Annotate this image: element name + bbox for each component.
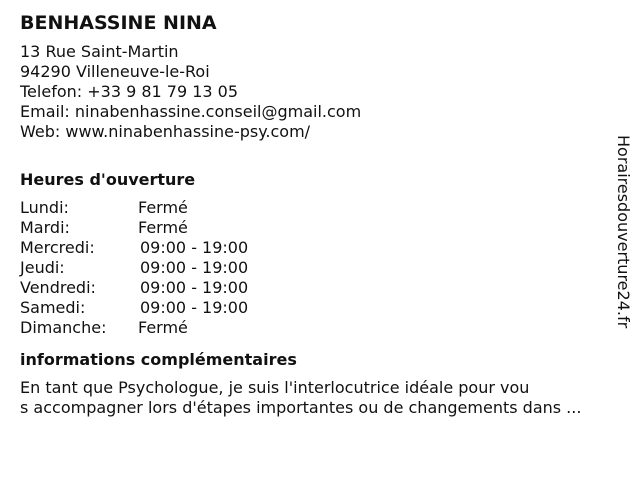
day-label: Jeudi: bbox=[20, 258, 65, 277]
website-text: Web: www.ninabenhassine-psy.com/ bbox=[20, 122, 311, 141]
hours-value: 09:00 - 19:00 bbox=[140, 278, 249, 297]
phone-text: Telefon: +33 9 81 79 13 05 bbox=[20, 82, 239, 101]
opening-hours-title: Heures d'ouverture bbox=[20, 170, 196, 189]
hours-row-monday bbox=[20, 198, 610, 218]
brand-watermark-text: Horairesdouverture24.fr bbox=[614, 135, 633, 329]
hours-row-wednesday bbox=[20, 238, 610, 258]
hours-row-saturday bbox=[20, 298, 610, 318]
business-name: BENHASSINE NINA bbox=[20, 12, 217, 34]
hours-row-friday bbox=[20, 278, 610, 298]
hours-row-sunday bbox=[20, 318, 610, 338]
additional-info-title: informations complémentaires bbox=[20, 350, 297, 369]
address-city: 94290 Villeneuve-le-Roi bbox=[20, 62, 210, 81]
additional-info-line-2: s accompagner lors d'étapes importantes ou de changements dans ... bbox=[20, 398, 582, 417]
business-card bbox=[20, 10, 610, 418]
hours-row-thursday bbox=[20, 258, 610, 278]
hours-value: 09:00 - 19:00 bbox=[140, 258, 249, 277]
email-text: Email: ninabenhassine.conseil@gmail.com bbox=[20, 102, 362, 121]
day-label: Vendredi: bbox=[20, 278, 96, 297]
hours-value: Fermé bbox=[138, 318, 188, 337]
day-label: Mardi: bbox=[20, 218, 70, 237]
hours-value: Fermé bbox=[138, 218, 188, 237]
day-label: Mercredi: bbox=[20, 238, 95, 257]
additional-info-line-1: En tant que Psychologue, je suis l'interlocutrice idéale pour vou bbox=[20, 378, 530, 397]
hours-value: 09:00 - 19:00 bbox=[140, 238, 249, 257]
day-label: Samedi: bbox=[20, 298, 86, 317]
hours-row-tuesday bbox=[20, 218, 610, 238]
hours-value: 09:00 - 19:00 bbox=[140, 298, 249, 317]
day-label: Lundi: bbox=[20, 198, 69, 217]
opening-hours-table bbox=[20, 198, 610, 338]
hours-value: Fermé bbox=[138, 198, 188, 217]
address-street: 13 Rue Saint-Martin bbox=[20, 42, 179, 61]
day-label: Dimanche: bbox=[20, 318, 107, 337]
